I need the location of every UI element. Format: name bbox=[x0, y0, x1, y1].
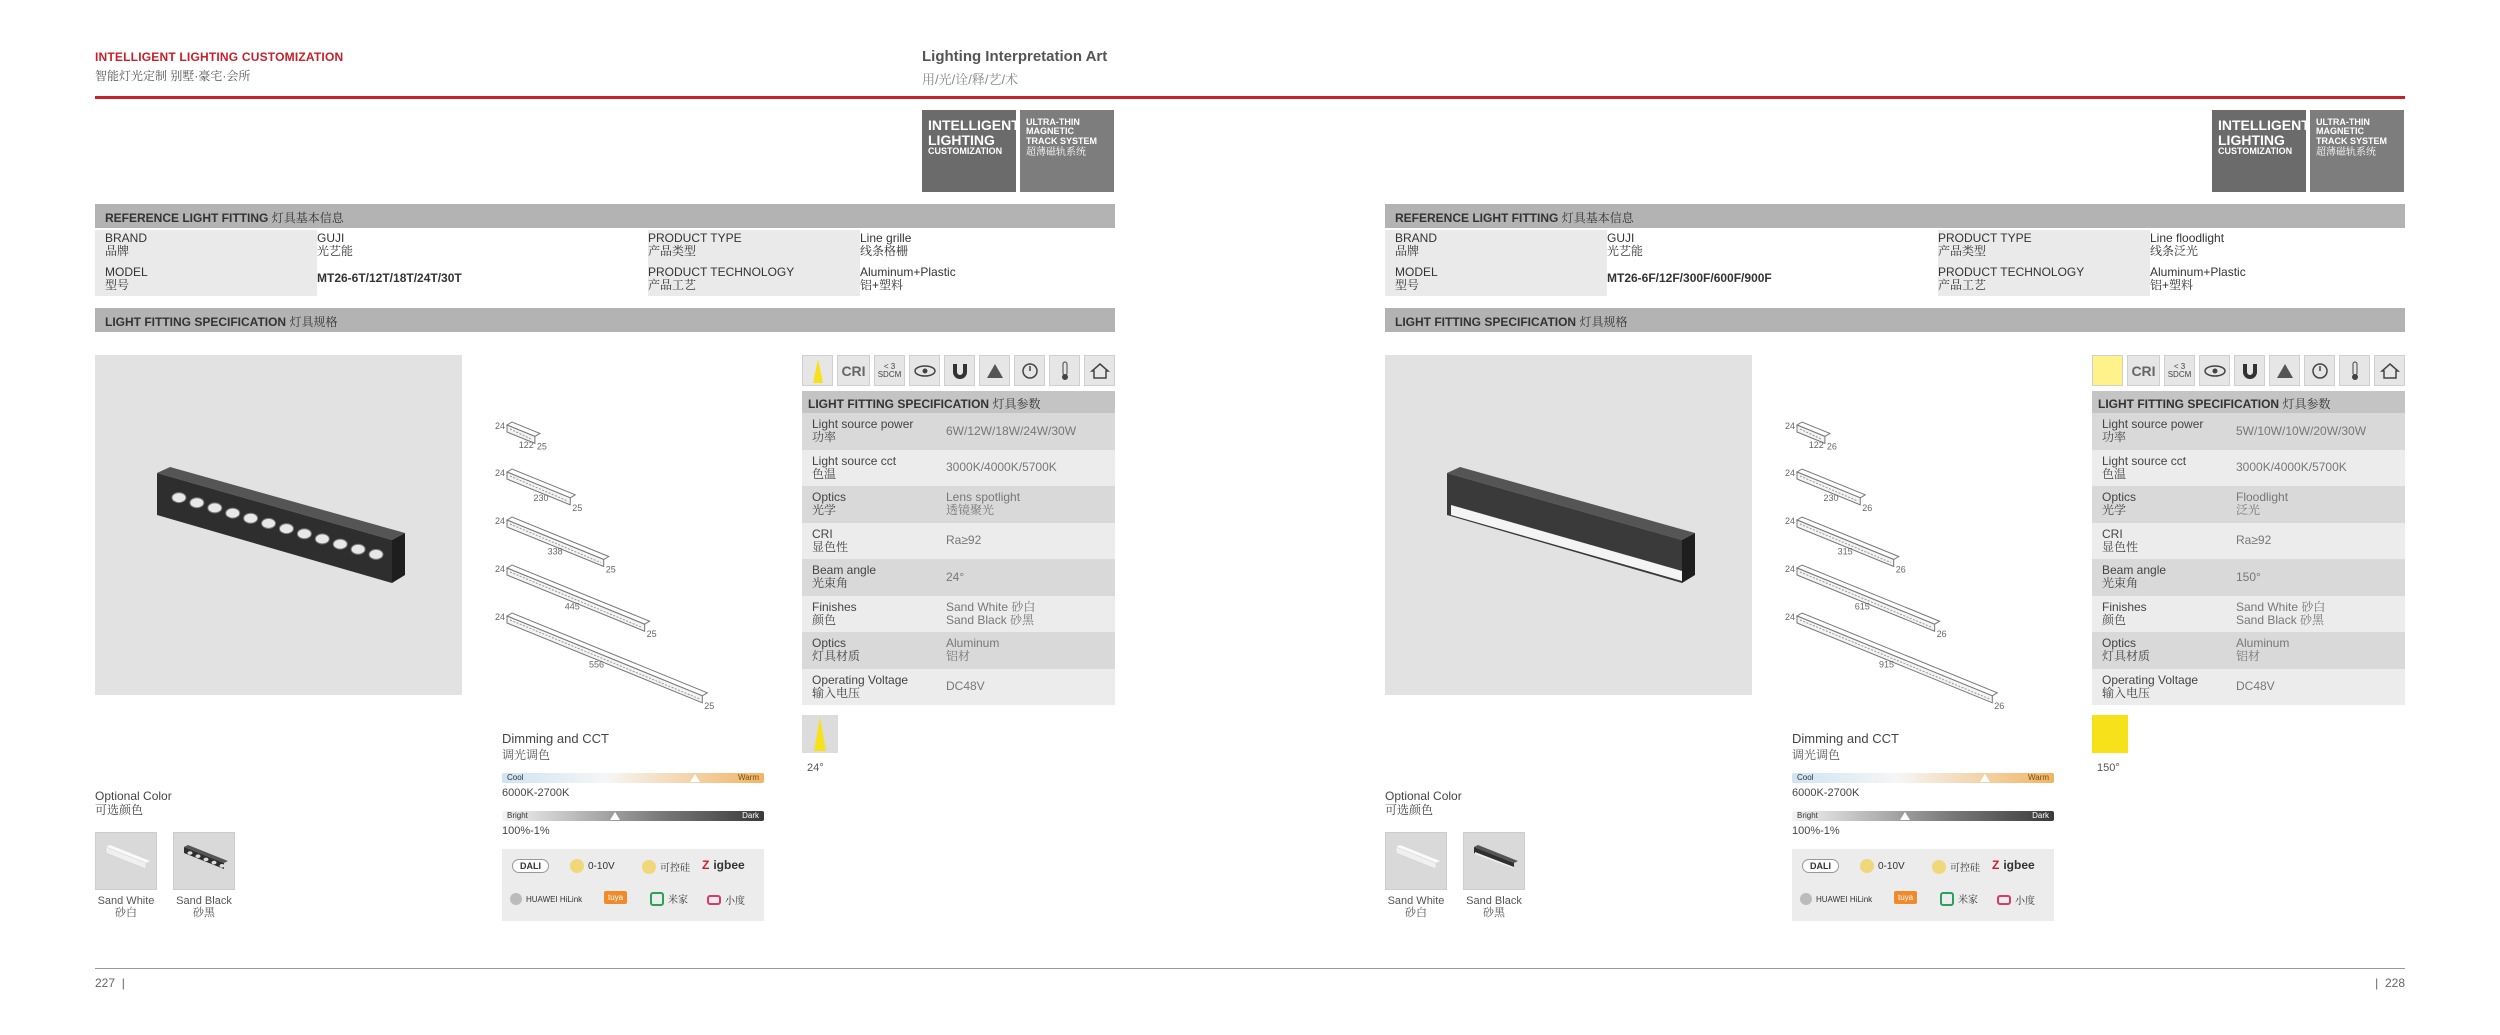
spec-key: Finishes 颜色 bbox=[812, 599, 857, 627]
spec-key: Operating Voltage 输入电压 bbox=[812, 672, 909, 700]
badge-intelligent bbox=[922, 110, 1020, 192]
badge-line: CUSTOMIZATION bbox=[2218, 146, 2293, 157]
spec-key: CRI 显色性 bbox=[2102, 526, 2139, 554]
product-type-value: Line grille 线条格栅 bbox=[860, 231, 912, 259]
page-number-left: 227 | bbox=[95, 976, 125, 990]
dimension-length-label: 556 bbox=[589, 659, 605, 670]
dimension-height-label: 24 bbox=[495, 516, 506, 526]
ref-section-bar bbox=[95, 204, 1115, 228]
brand-value: GUJI 光艺能 bbox=[317, 231, 354, 259]
dimension-length-label: 445 bbox=[564, 601, 580, 612]
fixture-render bbox=[1385, 355, 1752, 695]
dark-label: Dark bbox=[742, 811, 759, 821]
mijia-logo: 米家 bbox=[650, 891, 688, 906]
cct-cool-label: Cool bbox=[507, 773, 524, 783]
safety-icon bbox=[979, 355, 1010, 386]
spec-title-cn: 灯具参数 bbox=[992, 397, 1041, 411]
dimming-title-cn: 调光调色 bbox=[1792, 748, 1841, 763]
brand-label: BRAND 品牌 bbox=[1395, 231, 1438, 259]
dimension-length-label: 915 bbox=[1879, 659, 1895, 670]
indoor-icon bbox=[2374, 355, 2405, 386]
fitting-section-title: LIGHT FITTING SPECIFICATION bbox=[1395, 315, 1577, 329]
mijia-logo: 米家 bbox=[1940, 891, 1978, 906]
beam-angle-swatch bbox=[802, 715, 838, 753]
sdcm-icon: < 3 SDCM bbox=[874, 355, 905, 386]
cct-gradient-bar bbox=[502, 773, 764, 783]
dimension-width-label: 25 bbox=[572, 502, 583, 513]
brand-line: INTELLIGENT LIGHTING CUSTOMIZATION bbox=[95, 50, 344, 64]
tuya-logo: tuya bbox=[604, 891, 627, 904]
spec-key: Operating Voltage 输入电压 bbox=[2102, 672, 2199, 700]
spec-title: LIGHT FITTING SPECIFICATION bbox=[808, 397, 990, 411]
dimension-drawings bbox=[495, 420, 745, 710]
zigbee-logo: Z igbee bbox=[702, 858, 745, 873]
eye-icon bbox=[2199, 355, 2230, 386]
spec-value: 5W/10W/10W/20W/30W bbox=[2236, 423, 2367, 438]
brightness-gradient-bar bbox=[1792, 811, 2054, 821]
spec-key: Beam angle 光束角 bbox=[2102, 563, 2167, 591]
spec-value: 3000K/4000K/5700K bbox=[946, 460, 1057, 475]
huawei-hilink-logo: HUAWEI HiLink bbox=[1800, 893, 1872, 905]
badge-line: 超薄磁轨系统 bbox=[1026, 147, 1086, 159]
sand-black-label: Sand Black 砂黑 bbox=[1466, 895, 1522, 920]
series-badge bbox=[2212, 110, 2404, 192]
dimming-panel bbox=[502, 732, 764, 921]
cct-marker bbox=[690, 774, 700, 782]
brand-subline: 智能灯光定制 别墅·豪宅·会所 bbox=[95, 69, 251, 83]
brightness-marker bbox=[610, 812, 620, 820]
dimension-width-label: 25 bbox=[704, 700, 715, 710]
dimension-length-label: 230 bbox=[1823, 492, 1839, 503]
spec-row bbox=[802, 669, 1115, 706]
dimming-title-cn: 调光调色 bbox=[502, 748, 551, 763]
dimension-height-label: 24 bbox=[495, 421, 506, 431]
fitting-section-title-cn: 灯具规格 bbox=[1579, 315, 1628, 329]
dimming-010v-logo: 0-10V bbox=[570, 859, 615, 873]
badge-line: MAGNETIC bbox=[2316, 126, 2364, 137]
spec-key: Beam angle 光束角 bbox=[812, 563, 877, 591]
dimming-title: Dimming and CCT bbox=[502, 731, 609, 746]
brightness-range: 100%-1% bbox=[1792, 825, 1840, 838]
dimension-width-label: 25 bbox=[536, 441, 547, 452]
dimension-height-label: 24 bbox=[1785, 421, 1796, 431]
spec-row bbox=[2092, 413, 2405, 450]
beam-angle-swatch bbox=[2092, 715, 2128, 753]
dimension-height-label: 24 bbox=[495, 564, 506, 574]
dimension-length-label: 230 bbox=[533, 492, 549, 503]
thermometer-icon bbox=[1049, 355, 1080, 386]
badge-line: ULTRA-THIN bbox=[2316, 117, 2370, 127]
dimension-width-label: 26 bbox=[1895, 564, 1906, 575]
safety-icon bbox=[2269, 355, 2300, 386]
spec-key: Optics 光学 bbox=[2102, 490, 2137, 518]
cct-warm-label: Warm bbox=[737, 773, 759, 783]
spec-value: Ra≥92 bbox=[2236, 533, 2272, 548]
dimension-length-label: 338 bbox=[547, 546, 563, 557]
spec-value: Ra≥92 bbox=[946, 533, 982, 548]
dimension-width-label: 26 bbox=[1936, 629, 1947, 640]
dimension-drawing bbox=[1797, 517, 1899, 567]
product-tech-label: PRODUCT TECHNOLOGY 产品工艺 bbox=[648, 265, 795, 293]
page-number-right: | 228 bbox=[2375, 976, 2405, 990]
ref-section-bar bbox=[1385, 204, 2405, 228]
spec-row bbox=[802, 559, 1115, 596]
optional-color-title: Optional Color bbox=[95, 789, 172, 803]
spec-row bbox=[802, 486, 1115, 523]
dimension-drawing bbox=[507, 613, 707, 703]
spec-key: Optics 灯具材质 bbox=[812, 636, 861, 664]
thermometer-icon bbox=[2339, 355, 2370, 386]
ref-section-title-cn: 灯具基本信息 bbox=[271, 211, 344, 225]
spec-key: Optics 灯具材质 bbox=[2102, 636, 2151, 664]
fitting-section-bar bbox=[95, 308, 1115, 332]
spec-value: 3000K/4000K/5700K bbox=[2236, 460, 2347, 475]
spec-value: Floodlight 泛光 bbox=[2236, 490, 2289, 518]
brand-label: BRAND 品牌 bbox=[105, 231, 148, 259]
spec-value: DC48V bbox=[946, 679, 985, 694]
spec-title-cn: 灯具参数 bbox=[2282, 397, 2331, 411]
brightness-gradient-bar bbox=[502, 811, 764, 821]
product-type-label: PRODUCT TYPE 产品类型 bbox=[1938, 231, 2032, 259]
spec-key: CRI 显色性 bbox=[812, 526, 849, 554]
spec-value: Aluminum 铝材 bbox=[946, 636, 1000, 664]
spec-row bbox=[802, 413, 1115, 450]
sand-white-label: Sand White 砂白 bbox=[97, 895, 155, 920]
dimension-length-label: 122 bbox=[518, 439, 534, 450]
spec-row bbox=[2092, 486, 2405, 523]
product-tech-value: Aluminum+Plastic 铝+塑料 bbox=[2150, 265, 2246, 293]
badge-line: INTELLIGENT bbox=[928, 117, 1020, 133]
dimming-010v-logo: 0-10V bbox=[1860, 859, 1905, 873]
model-value: MT26-6T/12T/18T/24T/30T bbox=[317, 271, 462, 285]
spec-row bbox=[802, 450, 1115, 487]
triac-logo: 可控硅 bbox=[1932, 859, 1980, 874]
dark-label: Dark bbox=[2032, 811, 2049, 821]
spec-value: DC48V bbox=[2236, 679, 2275, 694]
spec-value: Sand White 砂白 Sand Black 砂黑 bbox=[946, 599, 1036, 627]
badge-line: TRACK SYSTEM bbox=[1026, 135, 1098, 146]
spec-row bbox=[802, 632, 1115, 669]
badge-intelligent bbox=[2212, 110, 2310, 192]
eye-icon bbox=[909, 355, 940, 386]
dimension-height-label: 24 bbox=[495, 468, 506, 478]
beam-angle-label: 24° bbox=[807, 762, 824, 774]
cct-marker bbox=[1980, 774, 1990, 782]
sand-black-swatch bbox=[173, 832, 235, 890]
dimension-drawing bbox=[1797, 613, 1997, 703]
spec-row bbox=[2092, 559, 2405, 596]
brightness-range: 100%-1% bbox=[502, 825, 550, 838]
model-value: MT26-6F/12F/300F/600F/900F bbox=[1607, 271, 1772, 285]
ref-section-title: REFERENCE LIGHT FITTING bbox=[1395, 211, 1559, 225]
spec-key: Optics 光学 bbox=[812, 490, 847, 518]
badge-line: LIGHTING bbox=[2218, 131, 2285, 148]
spec-table-head bbox=[802, 391, 1115, 413]
spec-value: 150° bbox=[2236, 569, 2261, 584]
cct-cool-label: Cool bbox=[1797, 773, 1814, 783]
dimension-length-label: 615 bbox=[1854, 601, 1870, 612]
spec-row bbox=[2092, 596, 2405, 633]
center-subtitle: 用/光/诠/释/艺/术 bbox=[922, 72, 1019, 87]
badge-line: LIGHTING bbox=[928, 131, 995, 148]
spec-key: Light source cct 色温 bbox=[812, 453, 897, 481]
magnet-icon bbox=[2234, 355, 2265, 386]
spec-value: 24° bbox=[946, 569, 965, 584]
dimension-width-label: 26 bbox=[1862, 502, 1873, 513]
dimension-height-label: 24 bbox=[1785, 564, 1796, 574]
huawei-hilink-logo: HUAWEI HiLink bbox=[510, 893, 582, 905]
cct-range: 6000K-2700K bbox=[1792, 787, 1860, 800]
spec-value: 6W/12W/18W/24W/30W bbox=[946, 423, 1077, 438]
badge-line: ULTRA-THIN bbox=[1026, 117, 1080, 127]
footer-divider bbox=[95, 968, 2405, 969]
zigbee-logo: Z igbee bbox=[1992, 858, 2035, 873]
beam-icon bbox=[2092, 355, 2123, 386]
xiaodu-logo: 小度 bbox=[1997, 892, 2035, 907]
spec-key: Light source power 功率 bbox=[2102, 417, 2204, 445]
catalog-page bbox=[1385, 0, 2405, 1035]
badge-line: INTELLIGENT bbox=[2218, 117, 2310, 133]
protocol-logos bbox=[502, 849, 764, 921]
badge-line: MAGNETIC bbox=[1026, 126, 1074, 137]
spec-value: Sand White 砂白 Sand Black 砂黑 bbox=[2236, 599, 2326, 627]
dimension-height-label: 24 bbox=[1785, 468, 1796, 478]
product-tech-value: Aluminum+Plastic 铝+塑料 bbox=[860, 265, 956, 293]
sand-white-label: Sand White 砂白 bbox=[1387, 895, 1445, 920]
spec-value: Aluminum 铝材 bbox=[2236, 636, 2290, 664]
spec-table bbox=[802, 391, 1115, 705]
product-photo bbox=[95, 355, 462, 695]
cct-warm-label: Warm bbox=[2027, 773, 2049, 783]
product-tech-label: PRODUCT TECHNOLOGY 产品工艺 bbox=[1938, 265, 2085, 293]
feature-icons bbox=[2092, 355, 2405, 386]
product-type-label: PRODUCT TYPE 产品类型 bbox=[648, 231, 742, 259]
spec-key: Light source power 功率 bbox=[812, 417, 914, 445]
badge-line: TRACK SYSTEM bbox=[2316, 135, 2388, 146]
dali-logo: DALI bbox=[512, 859, 549, 873]
spec-row bbox=[2092, 450, 2405, 487]
optional-color bbox=[95, 789, 232, 920]
spec-row bbox=[2092, 523, 2405, 560]
feature-icons bbox=[802, 355, 1115, 386]
product-photo bbox=[1385, 355, 1752, 695]
spec-title: LIGHT FITTING SPECIFICATION bbox=[2098, 397, 2280, 411]
spec-row bbox=[802, 523, 1115, 560]
dimension-drawings bbox=[1785, 420, 2035, 710]
dimension-height-label: 24 bbox=[1785, 516, 1796, 526]
bright-label: Bright bbox=[507, 811, 528, 821]
fitting-section-bar bbox=[1385, 308, 2405, 332]
spec-value: Lens spotlight 透镜聚光 bbox=[946, 490, 1021, 518]
dimming-title: Dimming and CCT bbox=[1792, 731, 1899, 746]
dimension-width-label: 26 bbox=[1826, 441, 1837, 452]
magnet-icon bbox=[944, 355, 975, 386]
beam-angle-label: 150° bbox=[2097, 762, 2120, 774]
dimming-panel bbox=[1792, 732, 2054, 921]
brand-value: GUJI 光艺能 bbox=[1607, 231, 1644, 259]
optional-color-title: Optional Color bbox=[1385, 789, 1462, 803]
dimension-width-label: 26 bbox=[1994, 700, 2005, 710]
dimension-height-label: 24 bbox=[1785, 612, 1796, 622]
spec-row bbox=[2092, 632, 2405, 669]
ref-section-title: REFERENCE LIGHT FITTING bbox=[105, 211, 269, 225]
spec-table bbox=[2092, 391, 2405, 705]
sdcm-icon: < 3 SDCM bbox=[2164, 355, 2195, 386]
cct-gradient-bar bbox=[1792, 773, 2054, 783]
indoor-icon bbox=[1084, 355, 1115, 386]
optional-color-title-cn: 可选颜色 bbox=[1385, 802, 1434, 817]
cct-range: 6000K-2700K bbox=[502, 787, 570, 800]
sand-black-label: Sand Black 砂黑 bbox=[176, 895, 232, 920]
spec-table-head bbox=[2092, 391, 2405, 413]
catalog-page bbox=[95, 0, 1115, 1035]
tuya-logo: tuya bbox=[1894, 891, 1917, 904]
product-type-value: Line floodlight 线条泛光 bbox=[2150, 231, 2225, 259]
fixture-render bbox=[95, 355, 462, 695]
model-label: MODEL 型号 bbox=[1395, 265, 1438, 293]
dimension-height-label: 24 bbox=[495, 612, 506, 622]
spec-key: Light source cct 色温 bbox=[2102, 453, 2187, 481]
bright-label: Bright bbox=[1797, 811, 1818, 821]
sand-white-swatch bbox=[95, 832, 157, 890]
lifespan-icon bbox=[2304, 355, 2335, 386]
ref-section-title-cn: 灯具基本信息 bbox=[1561, 211, 1634, 225]
cri-icon: CRI bbox=[837, 355, 870, 386]
dimension-width-label: 25 bbox=[605, 564, 616, 575]
center-title: Lighting Interpretation Art bbox=[922, 48, 1108, 65]
spec-key: Finishes 颜色 bbox=[2102, 599, 2147, 627]
dimension-length-label: 315 bbox=[1837, 546, 1853, 557]
model-label: MODEL 型号 bbox=[105, 265, 148, 293]
protocol-logos bbox=[1792, 849, 2054, 921]
cri-icon: CRI bbox=[2127, 355, 2160, 386]
sand-white-swatch bbox=[1385, 832, 1447, 890]
triac-logo: 可控硅 bbox=[642, 859, 690, 874]
fitting-section-title-cn: 灯具规格 bbox=[289, 315, 338, 329]
badge-line: 超薄磁轨系统 bbox=[2316, 147, 2376, 159]
dimension-length-label: 122 bbox=[1808, 439, 1824, 450]
xiaodu-logo: 小度 bbox=[707, 892, 745, 907]
series-badge bbox=[922, 110, 1114, 192]
optional-color bbox=[1385, 789, 1522, 920]
spec-row bbox=[802, 596, 1115, 633]
dali-logo: DALI bbox=[1802, 859, 1839, 873]
dimension-width-label: 25 bbox=[646, 629, 657, 640]
brightness-marker bbox=[1900, 812, 1910, 820]
badge-track bbox=[2310, 110, 2404, 192]
lifespan-icon bbox=[1014, 355, 1045, 386]
fitting-section-title: LIGHT FITTING SPECIFICATION bbox=[105, 315, 287, 329]
badge-track bbox=[1020, 110, 1114, 192]
sand-black-swatch bbox=[1463, 832, 1525, 890]
optional-color-title-cn: 可选颜色 bbox=[95, 802, 144, 817]
spec-row bbox=[2092, 669, 2405, 706]
badge-line: CUSTOMIZATION bbox=[928, 146, 1003, 157]
beam-icon bbox=[802, 355, 833, 386]
dimension-drawing bbox=[507, 517, 609, 567]
